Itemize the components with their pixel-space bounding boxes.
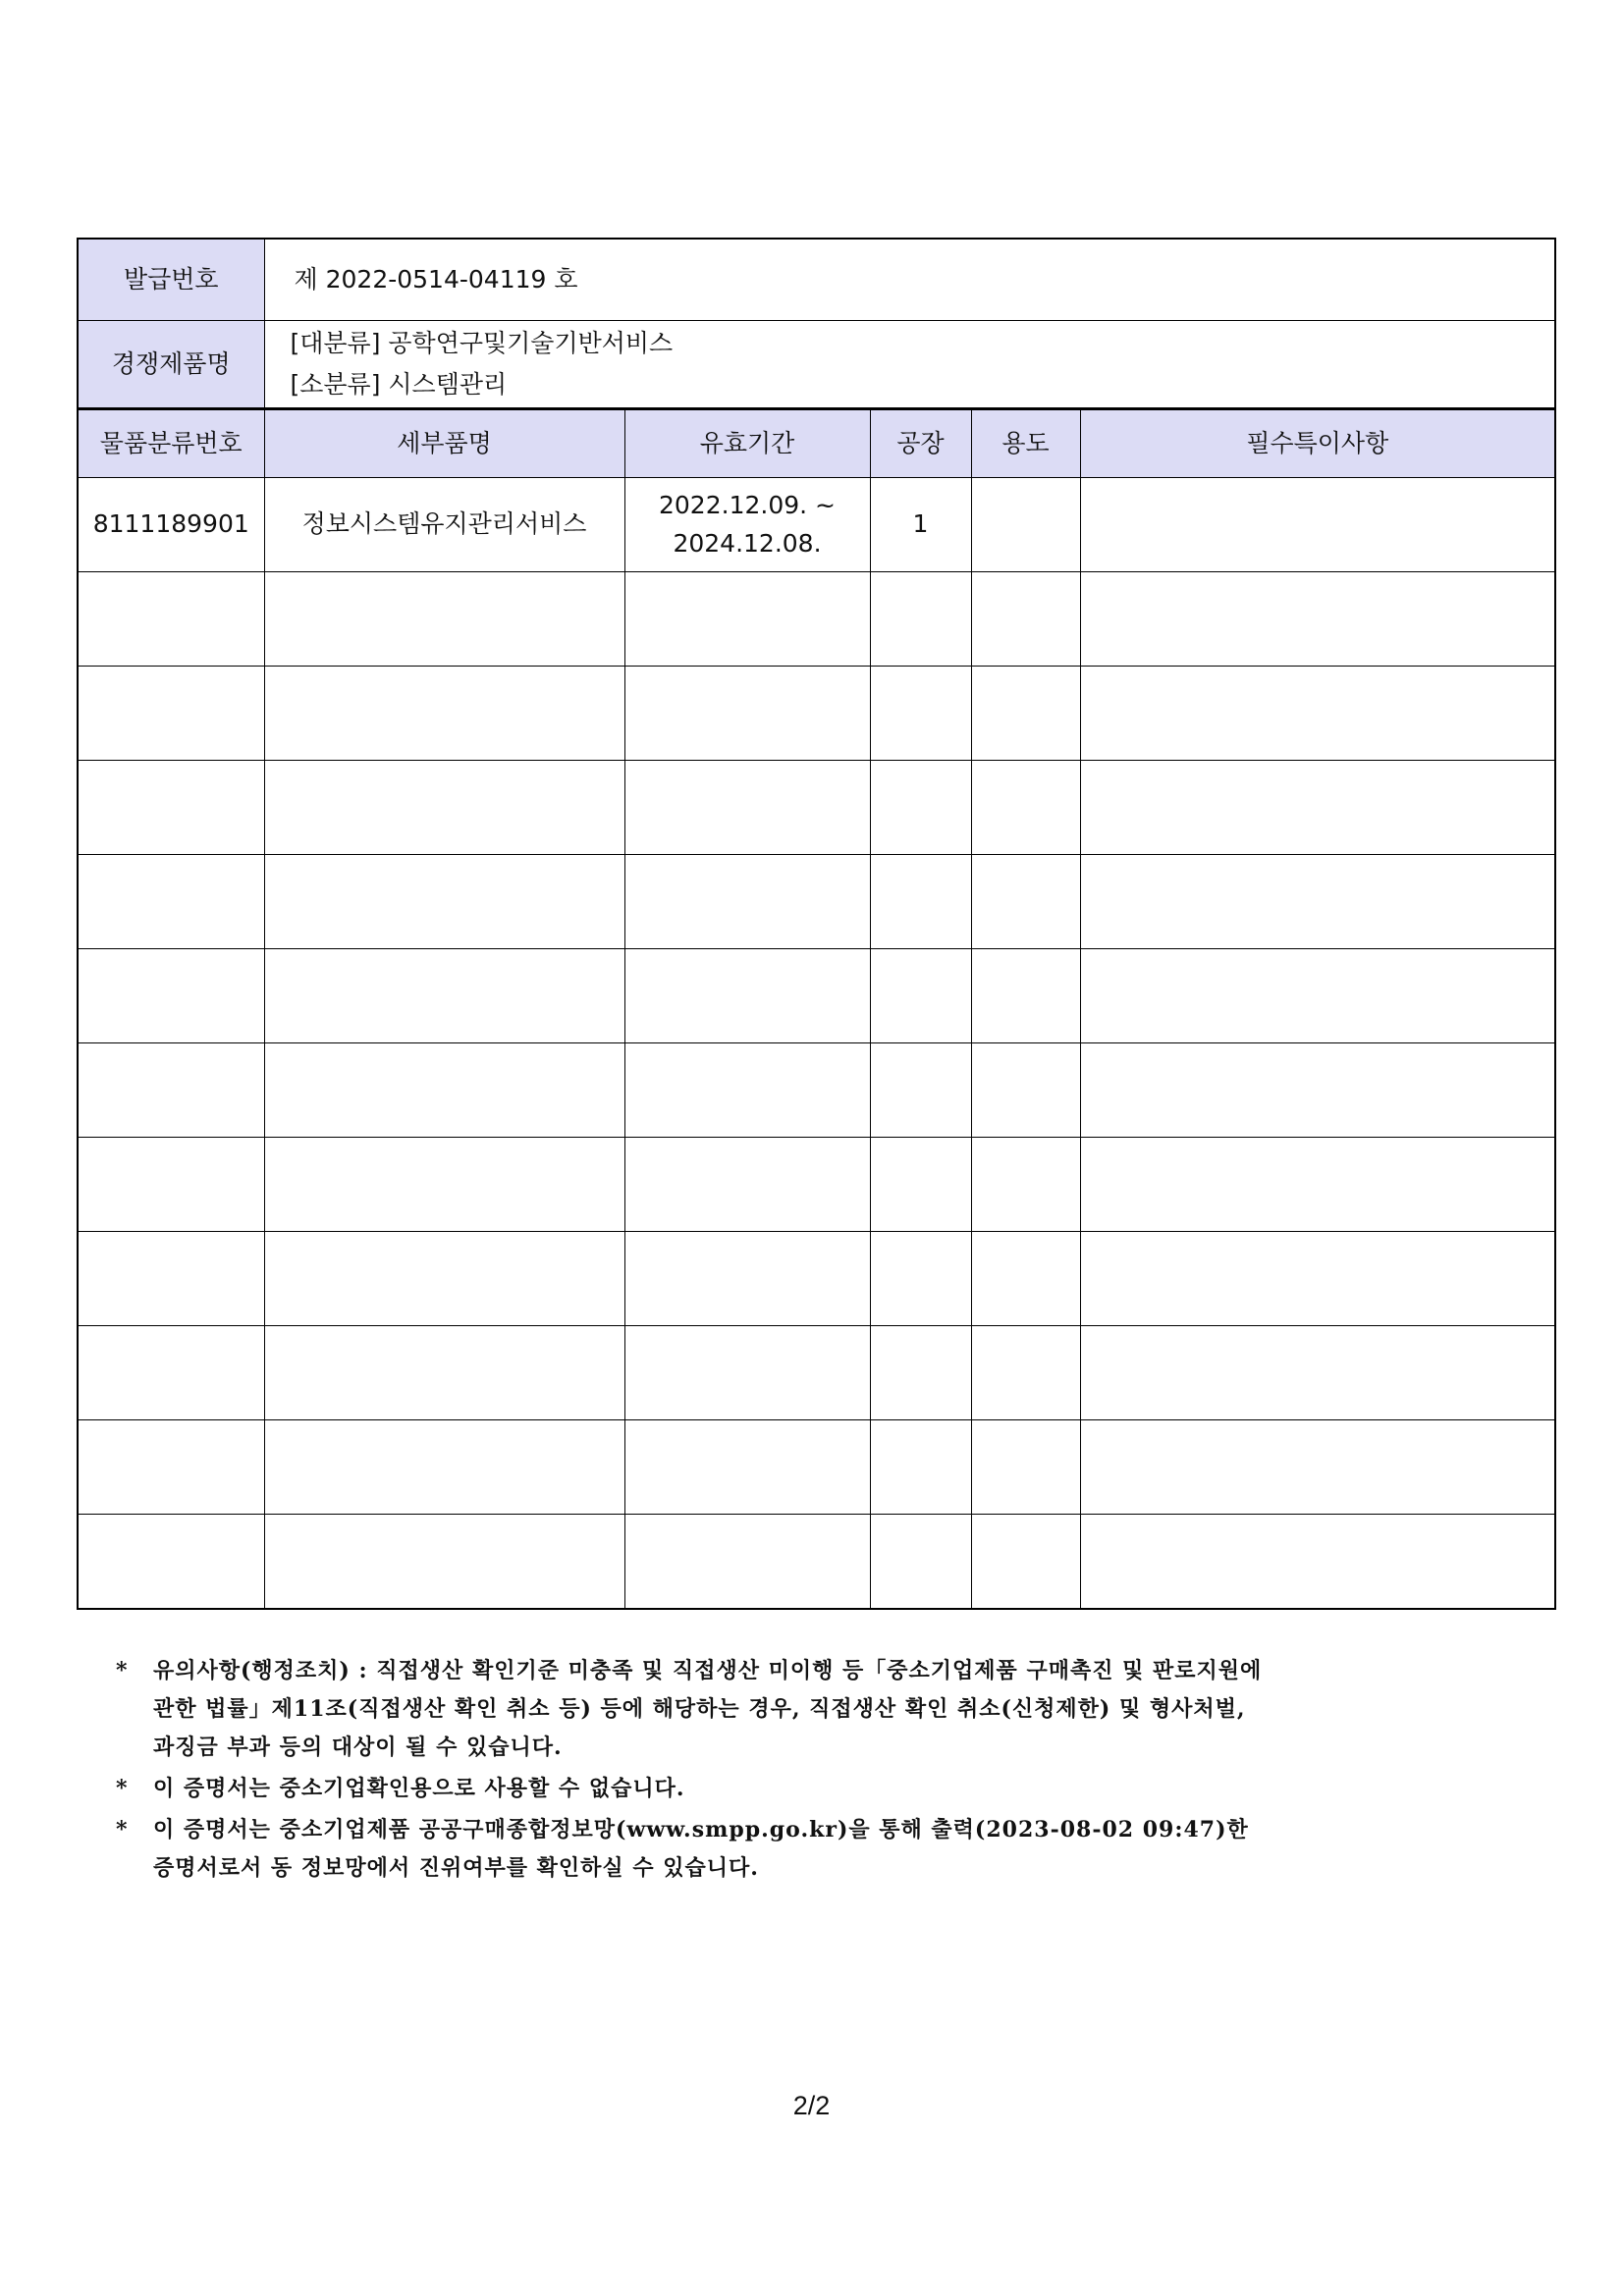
table-row — [78, 949, 1555, 1043]
table-row — [78, 1515, 1555, 1610]
period-start: 2022.12.09. ~ — [659, 490, 836, 519]
cell-factory — [870, 1043, 971, 1138]
cell-special — [1080, 761, 1555, 855]
issue-number-label: 발급번호 — [78, 239, 264, 321]
cell-code — [78, 1232, 264, 1326]
cell-factory — [870, 1326, 971, 1420]
column-header-detail: 세부품명 — [264, 409, 624, 478]
column-header-factory: 공장 — [870, 409, 971, 478]
cell-code — [78, 761, 264, 855]
table-row — [78, 478, 1555, 572]
table-row — [78, 1420, 1555, 1515]
cell-code — [78, 1326, 264, 1420]
cell-factory: 1 — [870, 478, 971, 572]
issue-number-value: 제 2022-0514-04119 호 — [264, 239, 1555, 321]
product-classification — [264, 321, 1555, 409]
cell-code — [78, 949, 264, 1043]
cell-period — [624, 478, 870, 572]
cell-period — [624, 1138, 870, 1232]
cell-factory — [870, 1138, 971, 1232]
cell-usage — [971, 572, 1080, 667]
cell-factory — [870, 761, 971, 855]
cell-detail — [264, 1232, 624, 1326]
notice-line: 유의사항(행정조치) : 직접생산 확인기준 미충족 및 직접생산 미이행 등「중소기업제품 구매촉진 및 판로지원에 — [153, 1658, 1263, 1683]
notice-section — [116, 1652, 1540, 1891]
cell-usage — [971, 1043, 1080, 1138]
column-header-code: 물품분류번호 — [78, 409, 264, 478]
cell-usage — [971, 855, 1080, 949]
cell-usage — [971, 1515, 1080, 1610]
cell-factory — [870, 1420, 971, 1515]
cell-detail — [264, 1326, 624, 1420]
cell-period — [624, 949, 870, 1043]
table-row — [78, 1326, 1555, 1420]
cell-special — [1080, 949, 1555, 1043]
cell-code — [78, 1420, 264, 1515]
notice-line: 증명서로서 동 정보망에서 진위여부를 확인하실 수 있습니다. — [153, 1855, 759, 1881]
cell-usage — [971, 1326, 1080, 1420]
cell-special — [1080, 1043, 1555, 1138]
cell-period — [624, 1420, 870, 1515]
cell-usage — [971, 761, 1080, 855]
minor-classification: [소분류] 시스템관리 — [290, 370, 508, 399]
cell-usage — [971, 1138, 1080, 1232]
cell-usage — [971, 949, 1080, 1043]
cell-detail — [264, 1420, 624, 1515]
cell-factory — [870, 1232, 971, 1326]
cell-special — [1080, 855, 1555, 949]
cell-code: 8111189901 — [78, 478, 264, 572]
cell-code — [78, 855, 264, 949]
cell-detail — [264, 1515, 624, 1610]
notice-item — [116, 1811, 1540, 1888]
cell-period — [624, 1043, 870, 1138]
cell-factory — [870, 572, 971, 667]
page-number: 2/2 — [792, 2091, 831, 2120]
column-header-period: 유효기간 — [624, 409, 870, 478]
cell-code — [78, 1043, 264, 1138]
product-name-row — [78, 321, 1555, 409]
cell-detail — [264, 761, 624, 855]
cell-detail — [264, 949, 624, 1043]
cell-usage — [971, 667, 1080, 761]
asterisk-icon: * — [116, 1658, 129, 1683]
cell-special — [1080, 1326, 1555, 1420]
period-end: 2024.12.08. — [673, 528, 822, 558]
cell-usage — [971, 478, 1080, 572]
cell-period — [624, 1515, 870, 1610]
notice-line: 이 증명서는 중소기업확인용으로 사용할 수 없습니다. — [153, 1776, 685, 1801]
cell-special — [1080, 1232, 1555, 1326]
cell-period — [624, 855, 870, 949]
table-row — [78, 1232, 1555, 1326]
product-name-label: 경쟁제품명 — [78, 321, 264, 409]
cell-special — [1080, 1515, 1555, 1610]
cell-special — [1080, 572, 1555, 667]
cell-factory — [870, 667, 971, 761]
notice-item — [116, 1770, 1540, 1808]
cell-detail — [264, 855, 624, 949]
cell-factory — [870, 855, 971, 949]
major-classification: [대분류] 공학연구및기술기반서비스 — [290, 329, 674, 357]
column-header-usage: 용도 — [971, 409, 1080, 478]
cell-detail — [264, 667, 624, 761]
notice-line: 관한 법률」제11조(직접생산 확인 취소 등) 등에 해당하는 경우, 직접생산 확인 취소(신청제한) 및 형사처벌, — [153, 1696, 1246, 1722]
cell-period — [624, 1326, 870, 1420]
cell-period — [624, 761, 870, 855]
asterisk-icon: * — [116, 1776, 129, 1801]
table-row — [78, 1138, 1555, 1232]
asterisk-icon: * — [116, 1817, 129, 1842]
notice-line: 이 증명서는 중소기업제품 공공구매종합정보망(www.smpp.go.kr)을 통해 출력(2023-08-02 09:47)한 — [153, 1817, 1249, 1842]
cell-special — [1080, 667, 1555, 761]
certificate-table — [77, 238, 1556, 1610]
cell-code — [78, 1138, 264, 1232]
cell-code — [78, 1515, 264, 1610]
column-header-row — [78, 409, 1555, 478]
cell-code — [78, 667, 264, 761]
cell-usage — [971, 1232, 1080, 1326]
cell-detail: 정보시스템유지관리서비스 — [264, 478, 624, 572]
cell-detail — [264, 1138, 624, 1232]
cell-detail — [264, 572, 624, 667]
cell-special — [1080, 1138, 1555, 1232]
cell-special — [1080, 1420, 1555, 1515]
table-body — [78, 478, 1555, 1610]
table-row — [78, 855, 1555, 949]
cell-factory — [870, 1515, 971, 1610]
cell-detail — [264, 1043, 624, 1138]
cell-special — [1080, 478, 1555, 572]
column-header-special: 필수특이사항 — [1080, 409, 1555, 478]
cell-period — [624, 667, 870, 761]
table-row — [78, 572, 1555, 667]
issue-number-row — [78, 239, 1555, 321]
cell-factory — [870, 949, 971, 1043]
table-row — [78, 667, 1555, 761]
cell-code — [78, 572, 264, 667]
cell-period — [624, 572, 870, 667]
cell-period — [624, 1232, 870, 1326]
notice-line: 과징금 부과 등의 대상이 될 수 있습니다. — [153, 1735, 563, 1760]
table-row — [78, 761, 1555, 855]
notice-item — [116, 1652, 1540, 1767]
cell-usage — [971, 1420, 1080, 1515]
table-row — [78, 1043, 1555, 1138]
